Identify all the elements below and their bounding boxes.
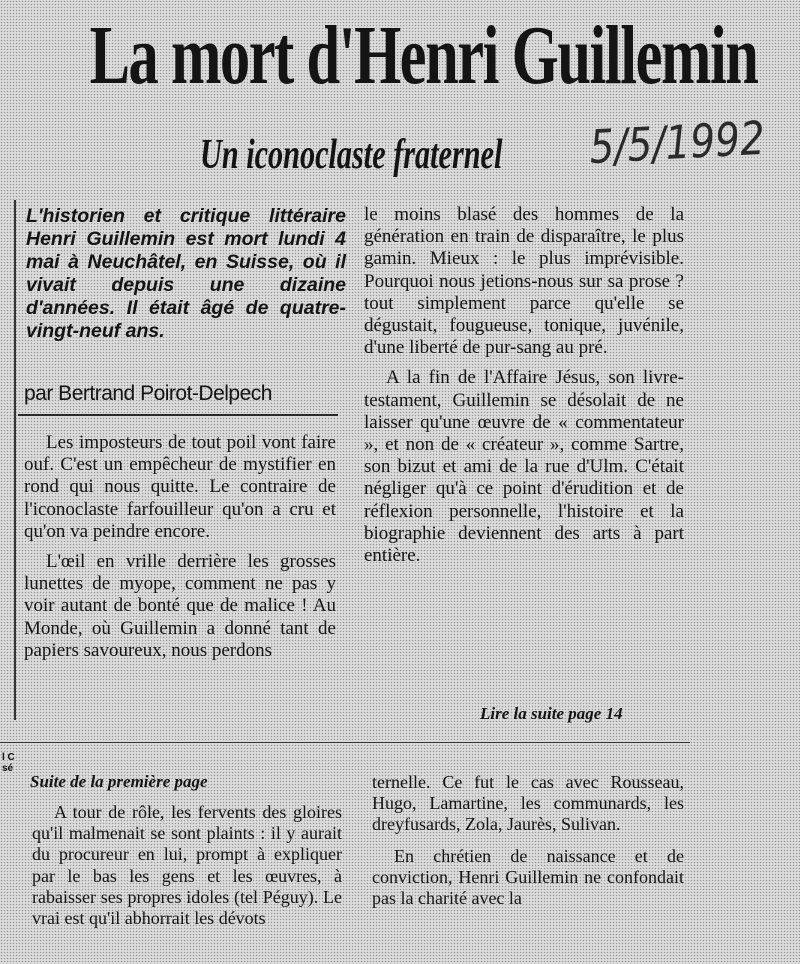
paragraph: ternelle. Ce fut le cas avec Rousseau, Hugo, Lamartine, les communards, les dreyfusards, Zola, Jaurès, Sulivan. <box>372 772 684 835</box>
column-3 <box>32 802 342 962</box>
section-divider <box>0 742 690 743</box>
article-subtitle: Un iconoclaste fraternel <box>200 132 503 178</box>
byline-rule <box>18 414 338 416</box>
suite-label: Suite de la première page <box>30 772 208 791</box>
article-title: La mort d'Henri Guillemin <box>89 9 758 102</box>
paragraph: A tour de rôle, les fervents des gloires qu'il malmenait se sont plaints : il y aurait du procureur en lui, prompt à expliquer par le bas les gens et les œuvres, à rabaisser ses propres idoles (tel Péguy). Le vrai est qu'il abhorrait les dévots <box>32 802 342 929</box>
left-margin-rule <box>14 200 16 720</box>
column-2 <box>364 204 684 575</box>
margin-mark: l C sé <box>2 752 15 774</box>
column-4 <box>372 772 684 962</box>
handwritten-date: 5/5/1992 <box>588 110 767 174</box>
paragraph: Les imposteurs de tout poil vont faire ouf. C'est un empêcheur de mystifier en rond qui nous quitte. Le contraire de l'iconoclaste farfouilleur qu'on a cru et qu'on va peindre encore. <box>24 432 336 542</box>
paragraph: L'œil en vrille derrière les grosses lunettes de myope, comment ne pas y voir autant de bonté que de malice ! Au Monde, où Guillemin a donné tant de papiers savoureux, nous perdons <box>24 551 336 661</box>
paragraph: le moins blasé des hommes de la génération en train de disparaître, le plus gamin. Mieux : le plus imprévisible. Pourquoi nous jetions-nous sur sa prose ? tout simplement parce qu'elle se dégustait, fougueuse, tonique, juvénile, d'une liberté de pur-sang au pré. <box>364 204 684 359</box>
paragraph: En chrétien de naissance et de conviction, Henri Guillemin ne confondait pas la charité avec la <box>372 845 684 909</box>
article-lede: L'historien et critique littéraire Henri Guillemin est mort lundi 4 mai à Neuchâtel, en Suisse, où il vivait depuis une dizaine d'années. Il était âgé de quatre-vingt-neuf ans. <box>26 205 346 342</box>
continued-notice: Lire la suite page 14 <box>480 704 623 723</box>
column-1 <box>24 432 336 670</box>
paragraph: A la fin de l'Affaire Jésus, son livre-testament, Guillemin se désolait de ne laisser qu'une œuvre de « commentateur », et non de « créateur », comme Sartre, son bizut et ami de la rue d'Ulm. C'était négliger qu'à ce point d'érudition et de réflexion personnelle, l'histoire et la biographie deviennent des arts à part entière. <box>364 367 684 567</box>
byline: par Bertrand Poirot-Delpech <box>24 382 272 405</box>
